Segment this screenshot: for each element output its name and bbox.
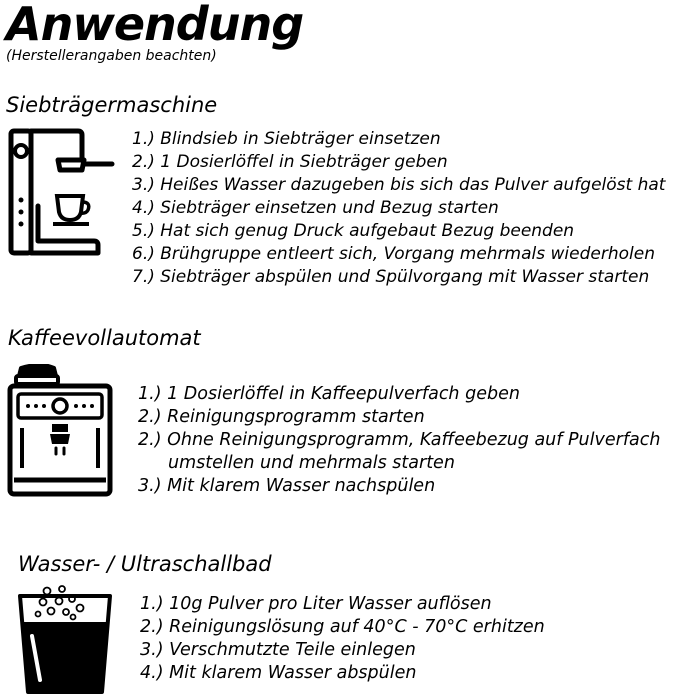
- step-item: 3.) Verschmutzte Teile einlegen: [140, 640, 416, 660]
- step-item: 2.) Ohne Reinigungsprogramm, Kaffeebezug auf Pulverfach: [138, 430, 661, 450]
- portafilter-machine-icon: [8, 126, 120, 258]
- step-item: 2.) 1 Dosierlöffel in Siebträger geben: [132, 152, 448, 172]
- step-item-continuation: umstellen und mehrmals starten: [168, 453, 455, 473]
- step-item: 5.) Hat sich genug Druck aufgebaut Bezug beenden: [132, 221, 575, 241]
- steps-list-portafilter: [132, 128, 665, 289]
- step-item: 3.) Heißes Wasser dazugeben bis sich das Pulver aufgelöst hat: [132, 175, 666, 195]
- steps-list-automatic: [138, 383, 660, 498]
- section-title-water-bath: Wasser- / Ultraschallbad: [18, 552, 272, 576]
- step-item: 7.) Siebträger abspülen und Spülvorgang mit Wasser starten: [132, 267, 650, 287]
- step-item: 1.) Blindsieb in Siebträger einsetzen: [132, 129, 441, 149]
- page-title: Anwendung: [6, 0, 304, 51]
- step-item: 2.) Reinigungsprogramm starten: [138, 407, 425, 427]
- section-title-portafilter: Siebträgermaschine: [6, 93, 218, 117]
- step-item: 1.) 10g Pulver pro Liter Wasser auflösen: [140, 594, 492, 614]
- water-bath-glass-icon: [16, 584, 116, 696]
- step-item: 4.) Mit klarem Wasser abspülen: [140, 663, 417, 683]
- step-item: 2.) Reinigungslösung auf 40°C - 70°C erhitzen: [140, 617, 545, 637]
- page-subtitle: (Herstellerangaben beachten): [6, 48, 217, 64]
- step-item: 3.) Mit klarem Wasser nachspülen: [138, 476, 436, 496]
- step-item: 1.) 1 Dosierlöffel in Kaffeepulverfach geben: [138, 384, 520, 404]
- step-item: 6.) Brühgruppe entleert sich, Vorgang mehrmals wiederholen: [132, 244, 655, 264]
- steps-list-water-bath: [140, 593, 545, 685]
- step-item: 4.) Siebträger einsetzen und Bezug starten: [132, 198, 499, 218]
- section-title-automatic: Kaffeevollautomat: [8, 326, 201, 350]
- fully-automatic-coffee-machine-icon: [6, 364, 114, 498]
